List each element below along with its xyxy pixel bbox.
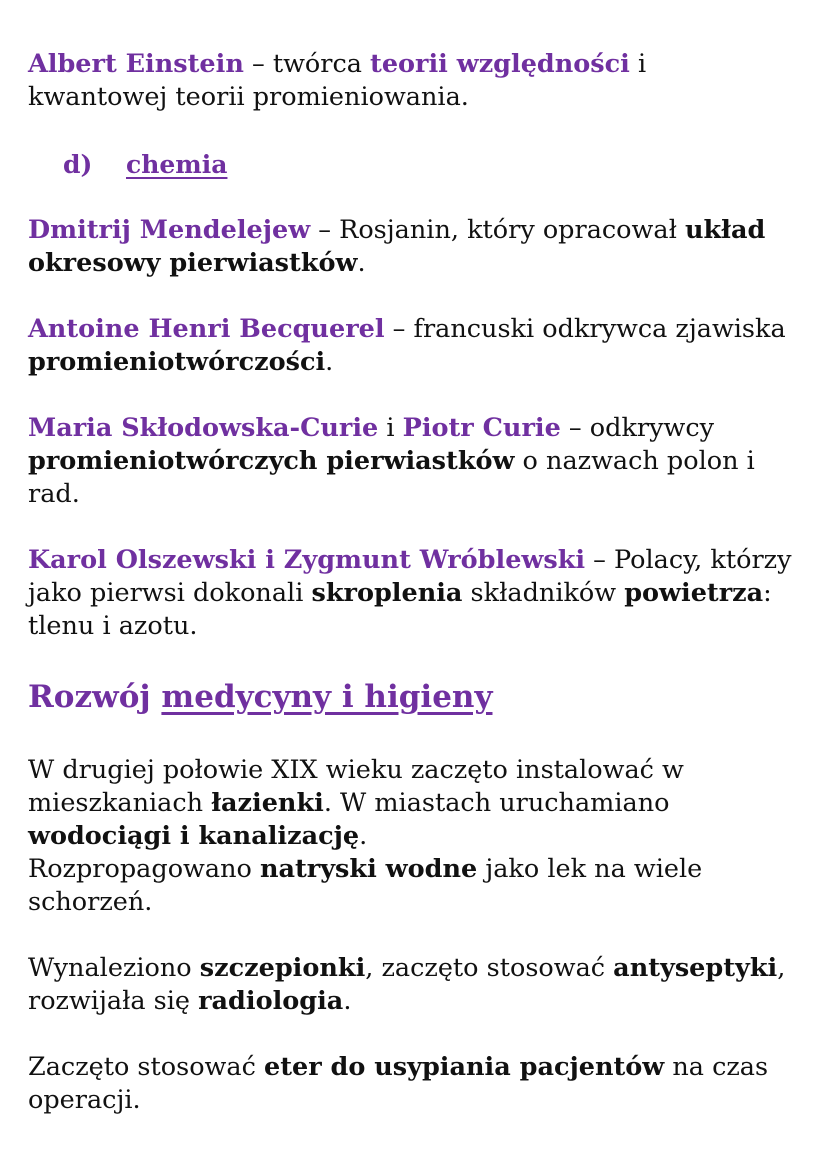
person-name: Karol Olszewski i Zygmunt Wróblewski [28,545,586,575]
key-term: radiologia [198,986,344,1016]
person-name: Albert Einstein [28,49,244,79]
paragraph-szczepionki: Wynaleziono szczepionki, zaczęto stosować antyseptyki, rozwijała się radiologia. [28,953,786,1016]
key-term: układ okresowy pierwiastków [28,215,766,278]
person-name: Antoine Henri Becquerel [28,314,385,344]
key-term: łazienki [211,788,324,818]
key-term: natryski wodne [259,854,478,884]
paragraph-mendelejew: Dmitrij Mendelejew – Rosjanin, który opracował układ okresowy pierwiastków. [28,215,766,278]
paragraph-lazienki: W drugiej połowie XIX wieku zaczęto instalować w mieszkaniach łazienki. W miastach uruchamiano wodociągi i kanalizację. [28,755,684,851]
person-name: Piotr Curie [402,413,561,443]
key-term: szczepionki [199,953,366,983]
section-number: d) [63,150,93,179]
paragraph-einstein: Albert Einstein – twórca teorii względności i kwantowej teorii promieniowania. [28,49,647,112]
section-heading-medycyna: Rozwój medycyny i higieny [28,679,493,715]
paragraph-becquerel: Antoine Henri Becquerel – francuski odkrywca zjawiska promieniotwórczości. [28,314,786,377]
person-name: Dmitrij Mendelejew [28,215,311,245]
person-name: Maria Skłodowska-Curie [28,413,379,443]
key-term: skroplenia [311,578,463,608]
key-term: eter do usypiania pacjentów [263,1052,665,1082]
key-term: powietrza [624,578,764,608]
paragraph-olszewski: Karol Olszewski i Zygmunt Wróblewski – Polacy, którzy jako pierwsi dokonali skroplenia składników powietrza: tlenu i azotu. [28,545,792,641]
paragraph-eter: Zaczęto stosować eter do usypiania pacjentów na czas operacji. [28,1052,769,1115]
paragraph-natryski: Rozpropagowano natryski wodne jako lek na wiele schorzeń. [28,854,703,917]
paragraph-curie: Maria Skłodowska-Curie i Piotr Curie – odkrywcy promieniotwórczych pierwiastków o nazwach polon i rad. [28,413,755,509]
key-term: teorii względności [370,49,630,79]
key-term: wodociągi i kanalizację [28,821,360,851]
key-term: antyseptyki [613,953,778,983]
key-term: promieniotwórczych pierwiastków [28,446,515,476]
section-heading-chemia [63,148,792,181]
section-label: chemia [126,150,228,179]
key-term: promieniotwórczości [28,347,326,377]
